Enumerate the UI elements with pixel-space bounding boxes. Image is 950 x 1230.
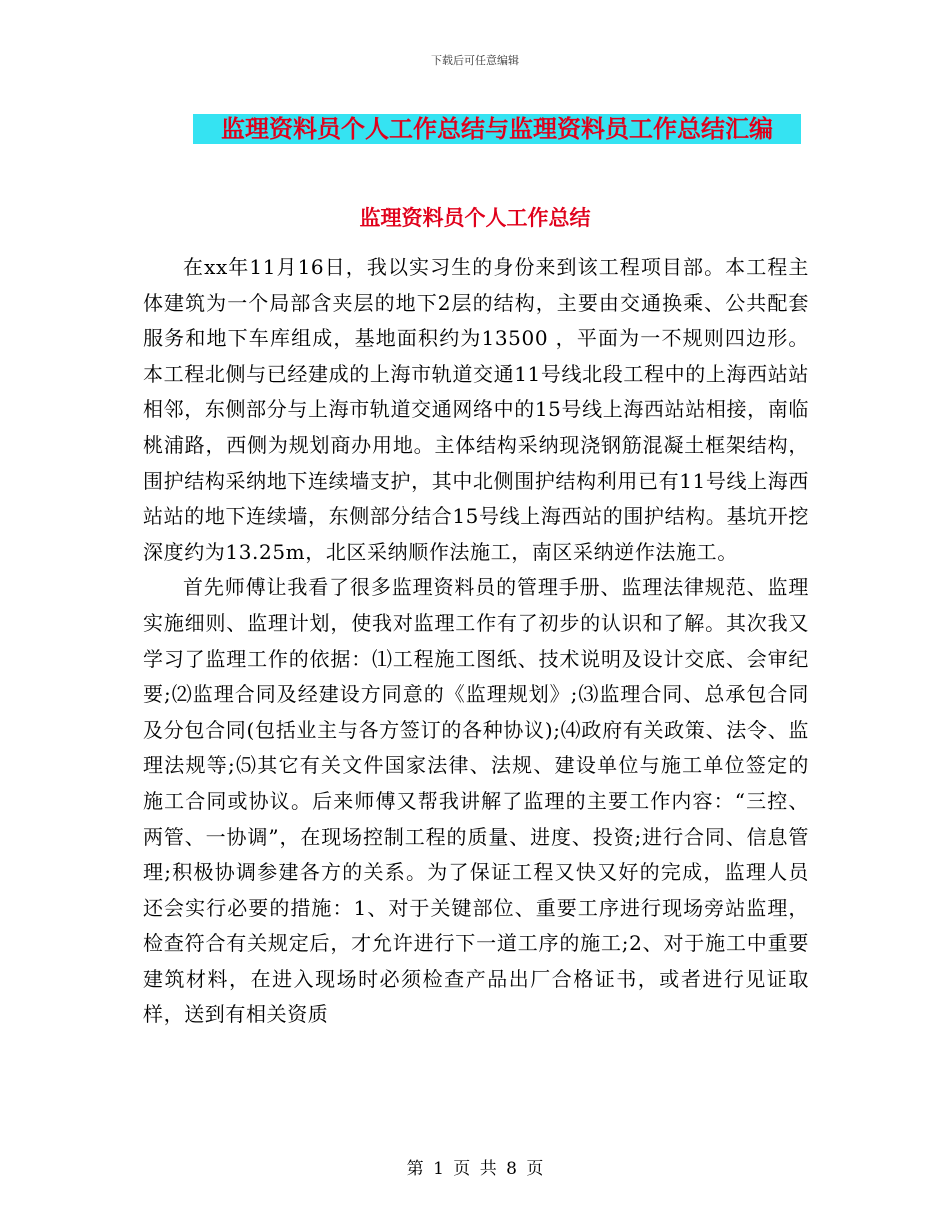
body-text: [143, 250, 809, 1033]
paragraph: 首先师傅让我看了很多监理资料员的管理手册、监理法律规范、监理实施细则、监理计划，使我对监理工作有了初步的认识和了解。其次我又学习了监理工作的依据：⑴工程施工图纸、技术说明及设计交底、会审纪要;⑵监理合同及经建设方同意的《监理规划》;⑶监理合同、总承包合同及分包合同(包括业主与各方签订的各种协议);⑷政府有关政策、法令、监理法规等;⑸其它有关文件国家法律、法规、建设单位与施工单位签定的施工合同或协议。后来师傅又帮我讲解了监理的主要工作内容：“三控、两管、一协调”，在现场控制工程的质量、进度、投资;进行合同、信息管理;积极协调参建各方的关系。为了保证工程又快又好的完成，监理人员还会实行必要的措施：1、对于关键部位、重要工序进行现场旁站监理，检查符合有关规定后，才允许进行下一道工序的施工;2、对于施工中重要建筑材料，在进入现场时必须检查产品出厂合格证书，或者进行见证取样，送到有相关资质: [143, 575, 809, 1027]
main-title: 监理资料员个人工作总结与监理资料员工作总结汇编: [193, 114, 801, 144]
header-note: 下载后可任意编辑: [431, 54, 519, 67]
section-title: 监理资料员个人工作总结: [359, 205, 591, 230]
paragraph: 在xx年11月16日，我以实习生的身份来到该工程项目部。本工程主体建筑为一个局部含夹层的地下2层的结构，主要由交通换乘、公共配套服务和地下车库组成，基地面积约为13500 ，平面为一不规则四边形。本工程北侧与已经建成的上海市轨道交通11号线北段工程中的上海西站站相邻，东侧部分与上海市轨道交通网络中的15号线上海西站站相接，南临桃浦路，西侧为规划商办用地。主体结构采纳现浇钢筋混凝土框架结构，围护结构采纳地下连续墙支护，其中北侧围护结构利用已有11号线上海西站站的地下连续墙，东侧部分结合15号线上海西站的围护结构。基坑开挖深度约为13.25m，北区采纳顺作法施工，南区采纳逆作法施工。: [143, 255, 809, 564]
page-footer: 第 1 页 共 8 页: [406, 1159, 544, 1179]
